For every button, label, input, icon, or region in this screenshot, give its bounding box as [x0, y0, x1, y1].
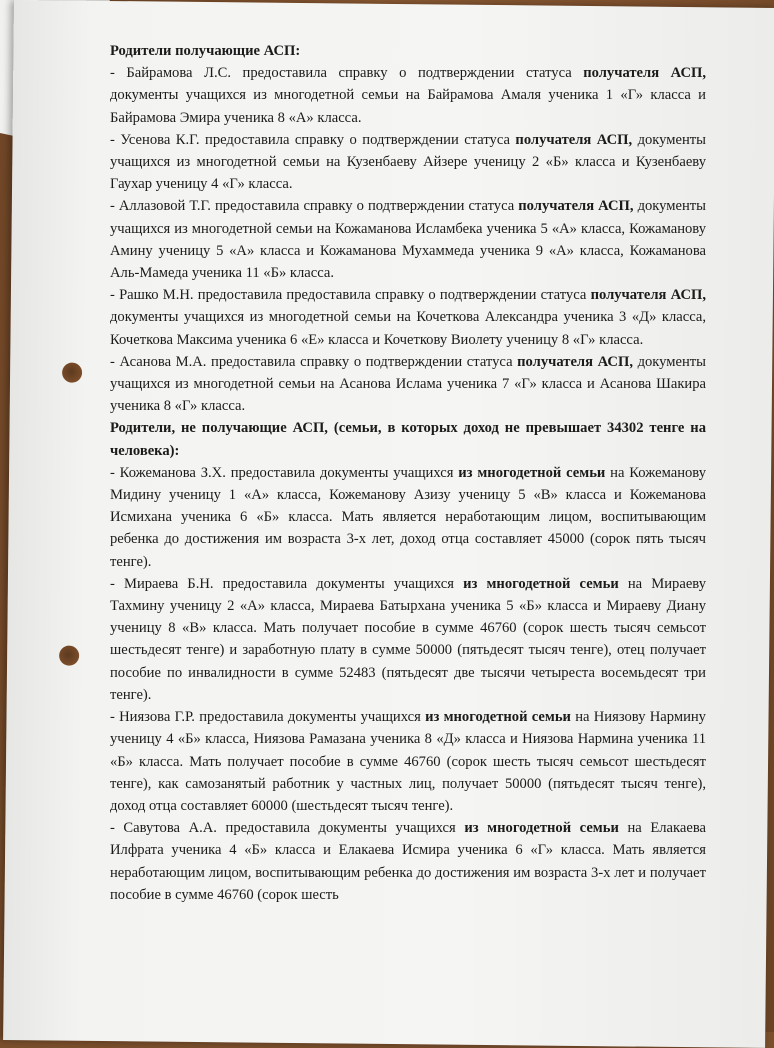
- paragraph-rashko: - Рашко М.Н. предоставила предоставила справку о подтверждении статуса получателя АСП, документы учащихся из многодетной семьи на Кочеткова Александра ученика 3 «Д» класса, Кочеткова Максима ученика 6 «Е» класса и Кочеткову Виолету ученицу 8 «Г» класса.: [110, 287, 706, 348]
- paragraph-kozhemanova: - Кожеманова З.Х. предоставила документы учащихся из многодетной семьи на Кожеманову Мидину ученицу 1 «А» класса, Кожеманову Азизу ученицу 5 «В» класса и Кожеманова Исмихана ученика 6 «Б» класса. Мать является неработающим лицом, воспитывающим ребенка до достижения им возраста 3-х лет, доход отца составляет 45000 (сорок пять тысяч тенге).: [110, 464, 706, 570]
- paragraph-asanova: - Асанова М.А. предоставила справку о подтверждении статуса получателя АСП, документы учащихся из многодетной семьи на Асанова Ислама ученика 7 «Г» класса и Асанова Шакира ученика 8 «Г» класса.: [110, 353, 706, 415]
- section2-heading: Родители, не получающие АСП, (семьи, в которых доход не превышает 34302 тенге на человека):: [110, 420, 706, 459]
- paragraph-allazova: - Аллазовой Т.Г. предоставила справку о подтверждении статуса получателя АСП, документы учащихся из многодетной семьи на Кожаманова Исламбека ученика 5 «А» класса, Кожаманову Амину ученицу 5 «А» класса и Кожаманова Мухаммеда ученика 9 «А» класса, Кожаманова Аль-Мамеда ученика 11 «Б» класса.: [110, 198, 706, 282]
- paragraph-savutova: - Савутова А.А. предоставила документы учащихся из многодетной семьи на Елакаева Илфрата ученика 4 «Б» класса и Елакаева Исмира ученика 6 «Г» класса. Мать является неработающим лицом, воспитывающим ребенка до достижения им возраста 3-х лет и получает пособие в сумме 46760 (сорок шесть: [110, 820, 706, 903]
- punch-hole-top: [62, 363, 82, 383]
- paragraph-bayramova: - Байрамова Л.С. предоставила справку о подтверждении статуса получателя АСП, документы учащихся из многодетной семьи на Байрамова Амаля ученика 1 «Г» класса и Байрамова Эмира ученика 8 «А» класса.: [110, 65, 706, 126]
- paragraph-usenova: - Усенова К.Г. предоставила справку о подтверждении статуса получателя АСП, документы учащихся из многодетной семьи на Кузенбаеву Айзере ученицу 2 «Б» класса и Кузенбаеву Гаухар ученицу 4 «Г» класса.: [110, 131, 706, 193]
- document-text: [110, 40, 706, 906]
- punch-hole-bottom: [59, 646, 79, 666]
- paragraph-miraeva: - Мираева Б.Н. предоставила документы учащихся из многодетной семьи на Мираеву Тахмину ученицу 2 «А» класса, Мираева Батырхана ученика 5 «Б» класса и Мираеву Диану ученицу 8 «В» класса. Мать получает пособие в сумме 46760 (сорок шесть тысяч семьсот шестьдесят тенге) и заработную плату в сумме 50000 (пятьдесят тысяч тенге), отец получает пособие по инвалидности в сумме 52483 (пятьдесят две тысячи четыреста восемьдесят три тенге).: [110, 575, 706, 703]
- paragraph-niyazova: - Ниязова Г.Р. предоставила документы учащихся из многодетной семьи на Ниязову Нармину ученицу 4 «Б» класса, Ниязова Рамазана ученика 8 «Д» класса и Ниязова Нармина ученика 11 «Б» класса. Мать получает пособие в сумме 46760 (сорок шесть тысяч семьсот шестьдесят тенге), как самозанятый работник у частных лиц, получает 50000 (пятьдесят тысяч тенге), доход отца составляет 60000 (шестьдесят тысяч тенге).: [110, 709, 706, 814]
- section1-heading: Родители получающие АСП:: [110, 43, 301, 59]
